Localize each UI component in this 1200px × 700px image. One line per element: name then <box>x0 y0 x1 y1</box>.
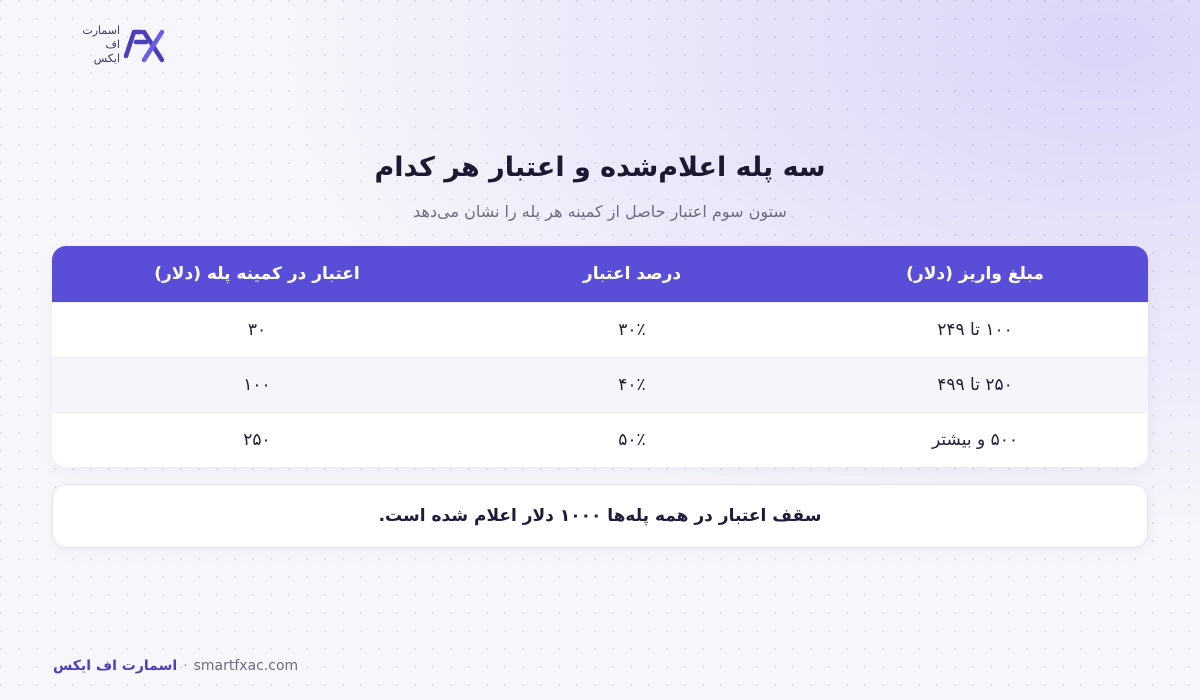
footer-site-link[interactable]: smartfxac.com <box>193 658 299 674</box>
brand-logo[interactable] <box>74 24 170 68</box>
cell-deposit-amount: ۱۰۰ تا ۲۴۹ <box>937 320 1013 340</box>
cell-deposit-amount: ۲۵۰ تا ۴۹۹ <box>937 375 1013 395</box>
cell-deposit-amount: ۵۰۰ و بیشتر <box>932 430 1018 450</box>
header-deposit-amount: مبلغ واریز (دلار) <box>906 264 1044 284</box>
credit-cap-text: سقف اعتبار در همه پله‌ها ۱۰۰۰ دلار اعلام شده است. <box>378 506 822 526</box>
page-title: سه پله اعلام‌شده و اعتبار هر کدام <box>374 152 826 183</box>
page-subtitle: ستون سوم اعتبار حاصل از کمینه هر پله را نشان می‌دهد <box>413 202 787 221</box>
table-row <box>52 357 1148 412</box>
logo-line-3: ایکس <box>93 52 120 65</box>
table-row <box>52 302 1148 357</box>
credit-tiers-table <box>52 246 1148 467</box>
footer-separator: · <box>183 658 188 674</box>
header-credit-percent: درصد اعتبار <box>582 264 682 284</box>
credit-cap-note <box>52 484 1148 548</box>
table-row <box>52 412 1148 467</box>
cell-credit-at-minimum: ۱۰۰ <box>243 375 271 395</box>
footer-brand-link[interactable]: اسمارت اف ایکس <box>53 658 178 674</box>
cell-credit-at-minimum: ۲۵۰ <box>243 430 271 450</box>
cell-credit-percent: ۴۰٪ <box>618 375 646 395</box>
footer <box>53 656 298 676</box>
header-credit-at-minimum: اعتبار در کمینه پله (دلار) <box>154 264 360 284</box>
table-header-row <box>52 246 1148 302</box>
cell-credit-percent: ۳۰٪ <box>618 320 646 340</box>
logo-line-1: اسمارت <box>82 24 120 37</box>
cell-credit-at-minimum: ۳۰ <box>247 320 267 340</box>
smartfx-logo-icon <box>122 26 168 66</box>
logo-line-2: اف <box>105 38 120 51</box>
cell-credit-percent: ۵۰٪ <box>618 430 646 450</box>
logo-wordmark <box>74 24 120 66</box>
